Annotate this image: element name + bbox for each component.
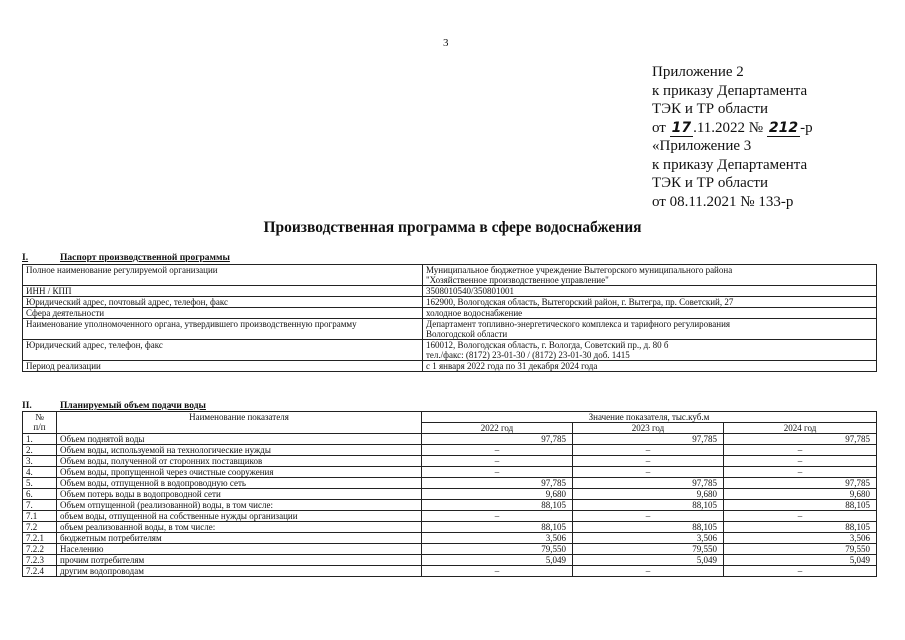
row-value-2024: – — [724, 467, 877, 478]
passport-row — [23, 319, 877, 340]
passport-value — [423, 308, 877, 319]
section-1-heading — [22, 253, 230, 263]
passport-row — [23, 361, 877, 372]
row-indicator-name: Объем поднятой воды — [57, 434, 422, 445]
passport-label: Юридический адрес, телефон, факс — [23, 340, 423, 361]
col-header-year-2023: 2023 год — [573, 423, 724, 434]
passport-value-line: тел./факс: (8172) 23-01-30 / (8172) 23-01-30 доб. 1415 — [426, 350, 630, 360]
row-value-2022: – — [422, 566, 573, 577]
row-indicator-name: Объем потерь воды в водопроводной сети — [57, 489, 422, 500]
row-value-2022: 88,105 — [422, 500, 573, 511]
section-1-number: I. — [22, 253, 29, 263]
row-value-2023: 88,105 — [573, 500, 724, 511]
passport-value — [423, 297, 877, 308]
col-header-number — [23, 412, 57, 434]
passport-label: Период реализации — [23, 361, 423, 372]
row-value-2024: 79,550 — [724, 544, 877, 555]
appendix-block — [652, 63, 813, 211]
row-indicator-name: Объем воды, полученной от сторонних поставщиков — [57, 456, 422, 467]
row-number: 6. — [23, 489, 57, 500]
passport-table-body — [23, 265, 877, 372]
volume-table-body — [23, 434, 877, 577]
row-value-2024: – — [724, 566, 877, 577]
passport-row — [23, 297, 877, 308]
row-number: 4. — [23, 467, 57, 478]
passport-value-line: 160012, Вологодская область, г. Вологда, Советский пр., д. 80 б — [426, 340, 669, 350]
passport-value-line: Вологодской области — [426, 329, 508, 339]
row-value-2024: 88,105 — [724, 500, 877, 511]
passport-value — [423, 361, 877, 372]
row-number: 7.1 — [23, 511, 57, 522]
row-indicator-name: Объем воды, отпущенной в водопроводную сеть — [57, 478, 422, 489]
row-value-2022: 9,680 — [422, 489, 573, 500]
appendix-line-8: от 08.11.2021 № 133-р — [652, 193, 794, 210]
volume-row — [23, 555, 877, 566]
appendix-line-6: к приказу Департамента — [652, 156, 808, 173]
row-value-2024: 3,506 — [724, 533, 877, 544]
passport-row — [23, 286, 877, 297]
row-indicator-name: Объем воды, используемой на технологические нужды — [57, 445, 422, 456]
row-value-2023: 9,680 — [573, 489, 724, 500]
passport-value-line: "Хозяйственное производственное управление" — [426, 275, 609, 285]
passport-value-line: 162900, Вологодская область, Вытегорский район, г. Вытегра, пр. Советский, 27 — [426, 297, 734, 307]
document-title: Производственная программа в сфере водоснабжения — [263, 219, 642, 236]
row-value-2023: – — [573, 456, 724, 467]
section-2-heading — [22, 401, 206, 411]
row-number: 7.2.2 — [23, 544, 57, 555]
row-value-2022: 5,049 — [422, 555, 573, 566]
row-value-2022: 3,506 — [422, 533, 573, 544]
passport-label: Полное наименование регулируемой организации — [23, 265, 423, 286]
row-number: 7.2.3 — [23, 555, 57, 566]
volume-row — [23, 456, 877, 467]
row-value-2023: – — [573, 467, 724, 478]
handwritten-day: 17 — [671, 119, 692, 136]
row-indicator-name: объем реализованной воды, в том числе: — [57, 522, 422, 533]
passport-label: Юридический адрес, почтовый адрес, телефон, факс — [23, 297, 423, 308]
order-suffix: -р — [800, 119, 813, 136]
passport-label: Сфера деятельности — [23, 308, 423, 319]
passport-value-line: Муниципальное бюджетное учреждение Вытегорского муниципального района — [426, 265, 733, 275]
row-value-2022: 97,785 — [422, 434, 573, 445]
passport-value-line: с 1 января 2022 года по 31 декабря 2024 года — [426, 361, 598, 371]
volume-row — [23, 489, 877, 500]
row-value-2024: 88,105 — [724, 522, 877, 533]
row-number: 7.2.4 — [23, 566, 57, 577]
row-value-2023: 5,049 — [573, 555, 724, 566]
section-2-title: Планируемый объем подачи воды — [60, 401, 206, 411]
row-value-2022: – — [422, 456, 573, 467]
row-value-2024: 97,785 — [724, 478, 877, 489]
row-value-2022: – — [422, 445, 573, 456]
row-value-2023: – — [573, 566, 724, 577]
passport-label: ИНН / КПП — [23, 286, 423, 297]
row-indicator-name: Объем воды, пропущенной через очистные сооружения — [57, 467, 422, 478]
row-value-2023: 97,785 — [573, 478, 724, 489]
volume-row — [23, 544, 877, 555]
row-value-2022: 88,105 — [422, 522, 573, 533]
row-value-2023: – — [573, 445, 724, 456]
date-prefix: от — [652, 119, 666, 136]
section-1-title: Паспорт производственной программы — [60, 253, 230, 263]
row-indicator-name: другим водопроводам — [57, 566, 422, 577]
row-value-2022: 97,785 — [422, 478, 573, 489]
appendix-line-1: Приложение 2 — [652, 64, 744, 80]
row-value-2023: 79,550 — [573, 544, 724, 555]
row-value-2024: 9,680 — [724, 489, 877, 500]
col-header-year-2022: 2022 год — [422, 423, 573, 434]
volume-row — [23, 533, 877, 544]
row-value-2024: – — [724, 456, 877, 467]
passport-row — [23, 265, 877, 286]
row-number: 2. — [23, 445, 57, 456]
row-value-2024: – — [724, 511, 877, 522]
row-value-2022: – — [422, 467, 573, 478]
passport-value-line: Департамент топливно-энергетического комплекса и тарифного регулирования — [426, 319, 731, 329]
col-header-year-2024: 2024 год — [724, 423, 877, 434]
row-number: 3. — [23, 456, 57, 467]
col-header-number-line2: п/п — [33, 422, 46, 432]
volume-row — [23, 445, 877, 456]
volume-row — [23, 511, 877, 522]
passport-value — [423, 265, 877, 286]
row-number: 7.2 — [23, 522, 57, 533]
col-header-name: Наименование показателя — [57, 412, 422, 434]
appendix-line-5: «Приложение 3 — [652, 138, 752, 154]
volume-row — [23, 566, 877, 577]
passport-value — [423, 340, 877, 361]
appendix-line-3: ТЭК и ТР области — [652, 101, 768, 117]
volume-row — [23, 478, 877, 489]
row-indicator-name: объем воды, отпущенной на собственные нужды организации — [57, 511, 422, 522]
row-number: 7.2.1 — [23, 533, 57, 544]
row-value-2024: 97,785 — [724, 434, 877, 445]
appendix-line-7: ТЭК и ТР области — [652, 175, 768, 191]
section-2-number: II. — [22, 401, 32, 411]
appendix-date-line — [652, 119, 813, 138]
row-indicator-name: Объем отпущенной (реализованной) воды, в том числе: — [57, 500, 422, 511]
row-value-2024: 5,049 — [724, 555, 877, 566]
appendix-line-2: к приказу Департамента — [652, 82, 808, 99]
row-value-2023: 88,105 — [573, 522, 724, 533]
row-value-2023: 97,785 — [573, 434, 724, 445]
row-number: 5. — [23, 478, 57, 489]
passport-table — [22, 264, 877, 372]
row-value-2022: – — [422, 511, 573, 522]
row-value-2023: 3,506 — [573, 533, 724, 544]
passport-value-line: холодное водоснабжение — [426, 308, 523, 318]
volume-row — [23, 522, 877, 533]
volume-row — [23, 467, 877, 478]
col-header-number-line1: № — [35, 412, 44, 422]
page-number: 3 — [443, 37, 449, 49]
row-value-2022: 79,550 — [422, 544, 573, 555]
row-value-2023: – — [573, 511, 724, 522]
date-rest: .11.2022 № — [693, 119, 764, 136]
row-number: 1. — [23, 434, 57, 445]
row-indicator-name: Населению — [57, 544, 422, 555]
passport-value-line: 3508010540/350801001 — [426, 286, 515, 296]
row-indicator-name: бюджетным потребителям — [57, 533, 422, 544]
passport-label: Наименование уполномоченного органа, утвердившего производственную программу — [23, 319, 423, 340]
passport-value — [423, 286, 877, 297]
passport-value — [423, 319, 877, 340]
volume-table — [22, 411, 877, 577]
volume-row — [23, 434, 877, 445]
passport-row — [23, 340, 877, 361]
passport-row — [23, 308, 877, 319]
volume-row — [23, 500, 877, 511]
row-value-2024: – — [724, 445, 877, 456]
row-indicator-name: прочим потребителям — [57, 555, 422, 566]
row-number: 7. — [23, 500, 57, 511]
col-header-values: Значение показателя, тыс.куб.м — [422, 412, 877, 423]
handwritten-order-number: 212 — [768, 119, 799, 136]
